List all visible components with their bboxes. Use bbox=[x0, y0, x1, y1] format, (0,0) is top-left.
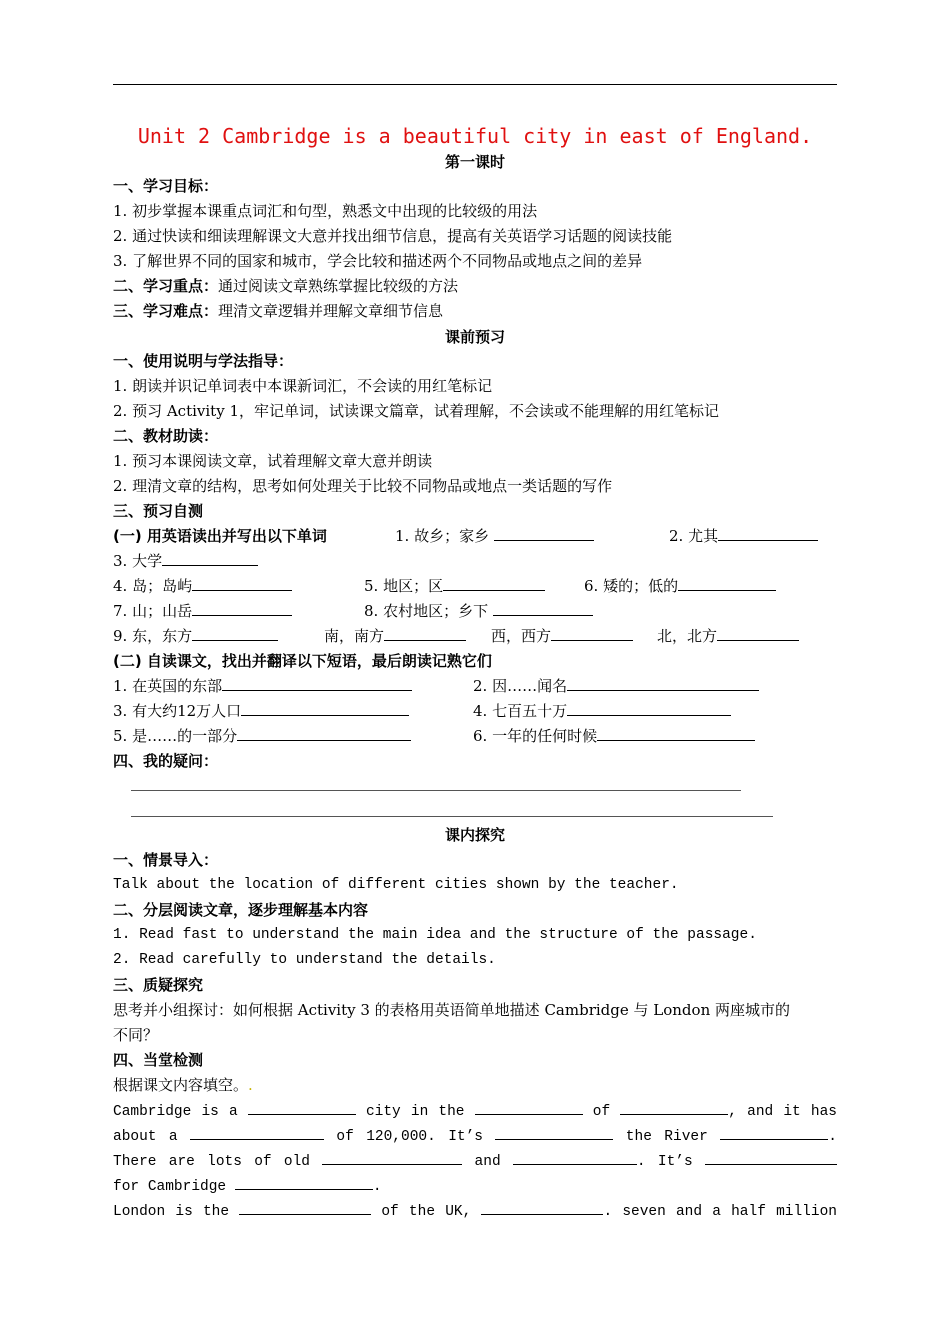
reading-item: 2. Read carefully to understand the details. bbox=[113, 952, 496, 968]
goal-item: 1. 初步掌握本课重点词汇和句型，熟悉文中出现的比较级的用法 bbox=[113, 202, 538, 220]
page-title: Unit 2 Cambridge is a beautiful city in east of England. bbox=[137, 124, 813, 148]
word-blank[interactable] bbox=[551, 624, 633, 641]
words-row bbox=[113, 524, 837, 549]
instruction-item: 2. 预习 Activity 1，牢记单词，试读课文篇章，试着理解，不会读或不能理解的用红笔标记 bbox=[113, 402, 719, 420]
self-test-heading: 三、预习自测 bbox=[113, 502, 204, 520]
word-blank[interactable] bbox=[192, 599, 292, 616]
reading-item: 1. Read fast to understand the main idea and the structure of the passage. bbox=[113, 927, 757, 943]
word-blank[interactable] bbox=[443, 574, 545, 591]
word-item: 5. 地区；区 bbox=[364, 574, 545, 599]
phrase-blank[interactable] bbox=[237, 724, 411, 741]
word-item: 南，南方 bbox=[324, 624, 466, 649]
key-point bbox=[113, 274, 837, 299]
cloze-blank[interactable] bbox=[475, 1098, 583, 1115]
goal-item: 3. 了解世界不同的国家和城市，学会比较和描述两个不同物品或地点之间的差异 bbox=[113, 252, 643, 270]
material-item: 1. 预习本课阅读文章，试着理解文章大意并朗读 bbox=[113, 452, 433, 470]
phrase-item: 4. 七百五十万 bbox=[473, 699, 731, 724]
phrase-item: 1. 在英国的东部 bbox=[113, 674, 412, 699]
questions-heading: 四、我的疑问： bbox=[113, 752, 219, 770]
cloze-blank[interactable] bbox=[481, 1198, 603, 1215]
cloze-row: for Cambridge . bbox=[113, 1173, 837, 1198]
word-blank[interactable] bbox=[718, 524, 818, 541]
goal-item: 2. 通过快读和细读理解课文大意并找出细节信息，提高有关英语学习话题的阅读技能 bbox=[113, 227, 673, 245]
lesson-label: 第一课时 bbox=[444, 153, 505, 171]
word-blank[interactable] bbox=[162, 549, 258, 566]
cloze-blank[interactable] bbox=[705, 1148, 837, 1165]
phrase-blank[interactable] bbox=[597, 724, 755, 741]
explore-heading: 三、质疑探究 bbox=[113, 976, 204, 994]
word-item: 1. 故乡；家乡 bbox=[395, 524, 594, 549]
phrase-item: 2. 因……闻名 bbox=[473, 674, 759, 699]
reading-heading: 二、分层阅读文章，逐步理解基本内容 bbox=[113, 901, 369, 919]
word-blank[interactable] bbox=[384, 624, 466, 641]
intro-heading: 一、情景导入： bbox=[113, 851, 219, 869]
word-blank[interactable] bbox=[192, 624, 278, 641]
phrase-blank[interactable] bbox=[222, 674, 412, 691]
words-row bbox=[113, 624, 837, 649]
word-blank[interactable] bbox=[493, 599, 593, 616]
cloze-blank[interactable] bbox=[248, 1098, 356, 1115]
cloze-row: There are lots of old and . It’s bbox=[113, 1148, 837, 1173]
word-blank[interactable] bbox=[494, 524, 594, 541]
explore-text: 不同？ bbox=[113, 1026, 159, 1044]
cloze-blank[interactable] bbox=[322, 1148, 462, 1165]
word-blank[interactable] bbox=[717, 624, 799, 641]
word-item: 4. 岛；岛屿 bbox=[113, 574, 292, 599]
header-rule bbox=[113, 84, 837, 85]
cloze-row: about a of 120,000. It’s the River . bbox=[113, 1123, 837, 1148]
materials-heading: 二、教材助读： bbox=[113, 427, 219, 445]
word-item: 8. 农村地区；乡下 bbox=[364, 599, 593, 624]
phrase-item: 3. 有大约12万人口 bbox=[113, 699, 409, 724]
check-heading: 四、当堂检测 bbox=[113, 1051, 204, 1069]
words-row bbox=[113, 549, 837, 574]
goals-heading: 一、学习目标： bbox=[113, 177, 219, 195]
word-item: 9. 东，东方 bbox=[113, 624, 278, 649]
inclass-title: 课内探究 bbox=[444, 826, 505, 844]
explore-text: 思考并小组探讨：如何根据 Activity 3 的表格用英语简单地描述 Cambridge 与 London 两座城市的 bbox=[113, 1001, 790, 1019]
cloze-blank[interactable] bbox=[239, 1198, 371, 1215]
question-line[interactable] bbox=[131, 790, 741, 791]
check-instruction: 根据课文内容填空。. bbox=[113, 1076, 253, 1094]
phrases-row bbox=[113, 674, 837, 699]
preview-title: 课前预习 bbox=[444, 328, 505, 346]
phrase-blank[interactable] bbox=[567, 699, 731, 716]
cloze-row: Cambridge is a city in the of , and it has bbox=[113, 1098, 837, 1123]
word-item: 7. 山；山岳 bbox=[113, 599, 292, 624]
phrase-item: 5. 是……的一部分 bbox=[113, 724, 411, 749]
question-line[interactable] bbox=[131, 816, 773, 817]
cloze-blank[interactable] bbox=[513, 1148, 637, 1165]
cloze-blank[interactable] bbox=[620, 1098, 728, 1115]
difficult-point-text: 理清文章逻辑并理解文章细节信息 bbox=[218, 302, 444, 320]
difficult-point-label: 三、学习难点： bbox=[113, 302, 219, 320]
part1-label: (一) 用英语读出并写出以下单词 bbox=[113, 527, 327, 545]
phrases-row bbox=[113, 724, 837, 749]
cloze-row: London is the of the UK, . seven and a half million bbox=[113, 1198, 837, 1223]
word-item: 西，西方 bbox=[491, 624, 633, 649]
cloze-blank[interactable] bbox=[235, 1173, 373, 1190]
word-blank[interactable] bbox=[192, 574, 292, 591]
difficult-point bbox=[113, 299, 837, 324]
cloze-blank[interactable] bbox=[190, 1123, 324, 1140]
words-row bbox=[113, 599, 837, 624]
word-item: 2. 尤其 bbox=[669, 524, 818, 549]
cloze-blank[interactable] bbox=[495, 1123, 613, 1140]
cloze-blank[interactable] bbox=[720, 1123, 828, 1140]
material-item: 2. 理清文章的结构，思考如何处理关于比较不同物品或地点一类话题的写作 bbox=[113, 477, 613, 495]
word-item: 3. 大学 bbox=[113, 549, 258, 574]
phrase-item: 6. 一年的任何时候 bbox=[473, 724, 755, 749]
instruction-item: 1. 朗读并识记单词表中本课新词汇，不会读的用红笔标记 bbox=[113, 377, 493, 395]
phrases-row bbox=[113, 699, 837, 724]
word-item: 北，北方 bbox=[657, 624, 799, 649]
words-row bbox=[113, 574, 837, 599]
phrase-blank[interactable] bbox=[567, 674, 759, 691]
phrase-blank[interactable] bbox=[241, 699, 409, 716]
key-point-label: 二、学习重点： bbox=[113, 277, 219, 295]
part2-label: (二) 自读课文，找出并翻译以下短语，最后朗读记熟它们 bbox=[113, 652, 492, 670]
key-point-text: 通过阅读文章熟练掌握比较级的方法 bbox=[218, 277, 459, 295]
word-item: 6. 矮的；低的 bbox=[584, 574, 776, 599]
word-blank[interactable] bbox=[678, 574, 776, 591]
intro-text: Talk about the location of different cities shown by the teacher. bbox=[113, 877, 679, 893]
instructions-heading: 一、使用说明与学法指导： bbox=[113, 352, 294, 370]
